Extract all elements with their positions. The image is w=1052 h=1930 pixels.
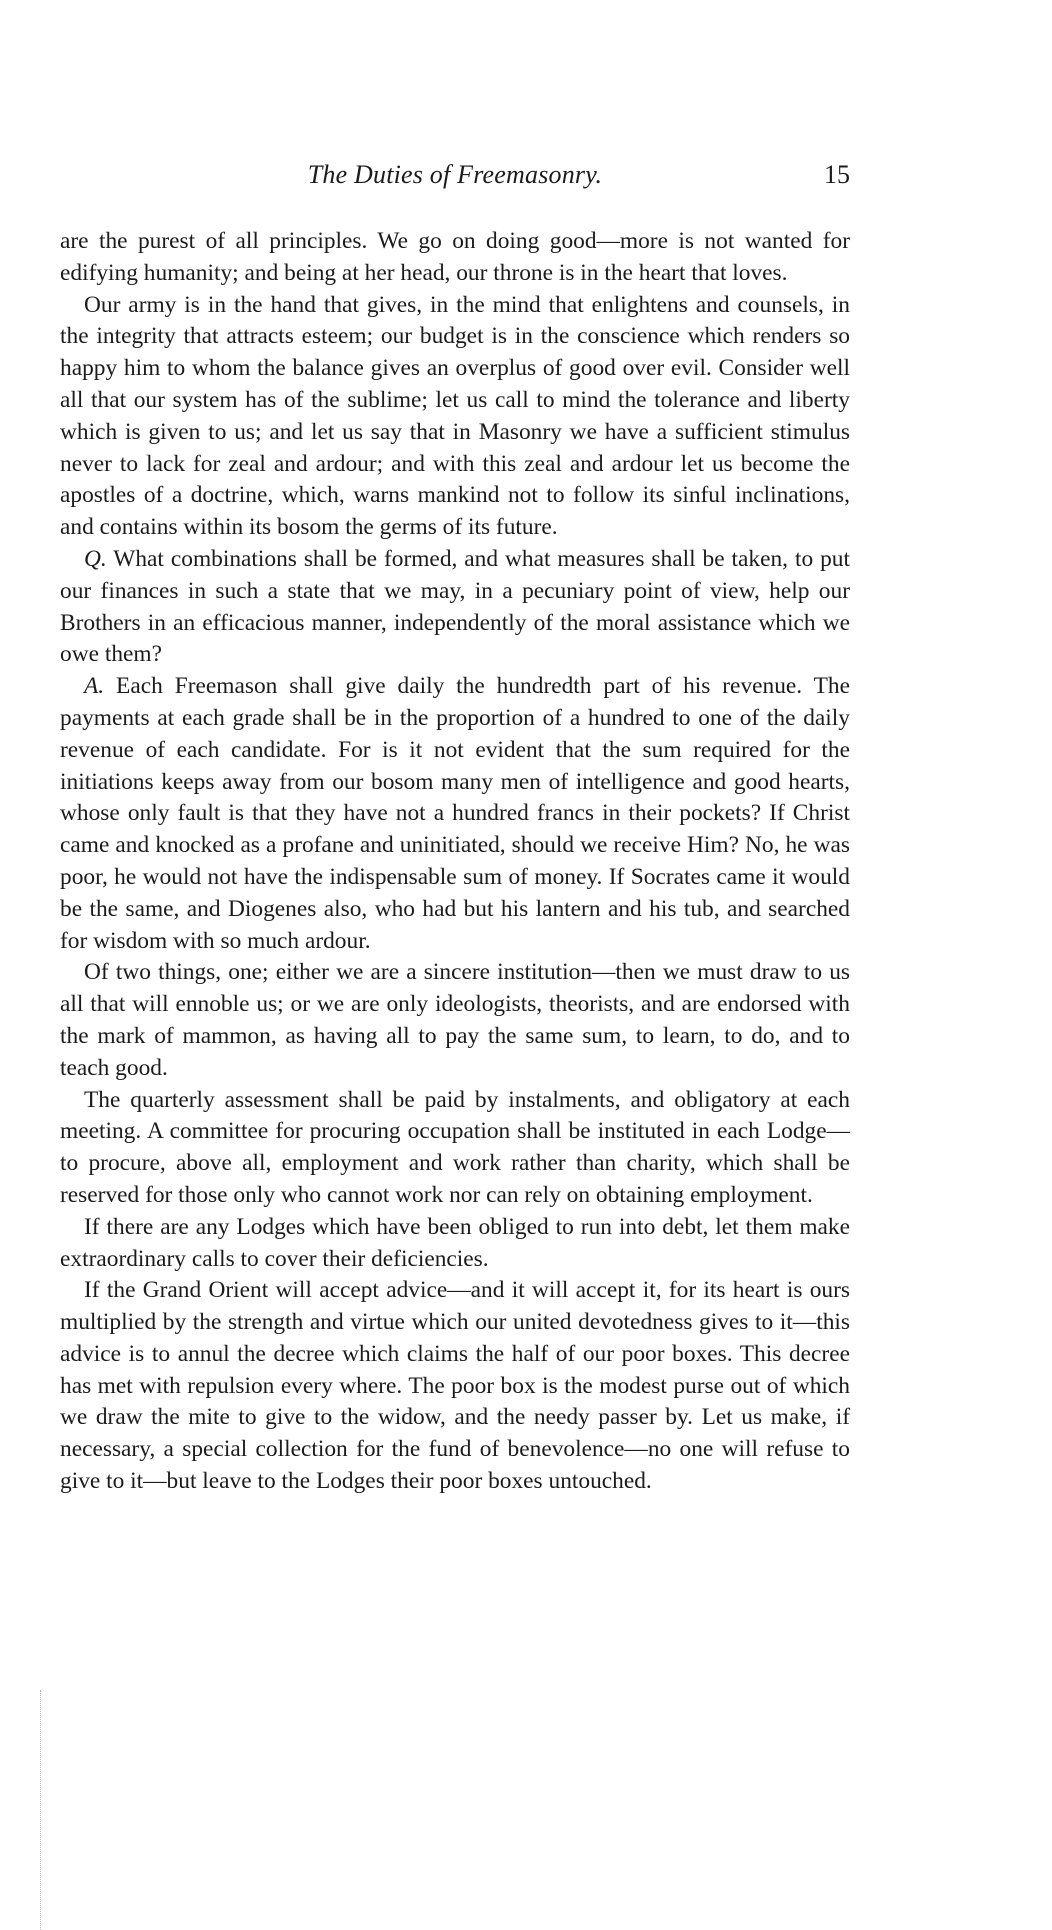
paragraph	[60, 1275, 850, 1498]
paragraph	[60, 226, 850, 290]
paragraph-text: Our army is in the hand that gives, in the mind that enlightens and counsels, in the integrity that attracts esteem; our budget is in the conscience which renders so happy him to whom the balance gives an overplus of good over evil. Consider well all that our system has of the sublime; let us call to mind the tolerance and liberty which is given to us; and let us say that in Masonry we have a sufficient stimulus never to lack for zeal and ardour; and with this zeal and ardour let us become the apostles of a doctrine, which, warns mankind not to follow its sinful inclinations, and contains within its bosom the germs of its future.	[60, 291, 850, 541]
question-label: Q.	[84, 545, 107, 572]
paragraph-text: If there are any Lodges which have been obliged to run into debt, let them make extraordinary calls to cover their deficiencies.	[60, 1213, 850, 1272]
paragraph-text: If the Grand Orient will accept advice—and it will accept it, for its heart is ours multiplied by the strength and virtue which our united devotedness gives to it—this advice is to annul the decree which claims the half of our poor boxes. This decree has met with repulsion every where. The poor box is the modest purse out of which we draw the mite to give to the widow, and the needy passer by. Let us make, if necessary, a special collection for the fund of benevolence—no one will refuse to give to it—but leave to the Lodges their poor boxes untouched.	[60, 1277, 850, 1495]
paragraph	[60, 290, 850, 544]
question-paragraph	[60, 544, 850, 671]
page-number: 15	[824, 160, 850, 189]
paragraph	[60, 1212, 850, 1276]
paragraph-text: are the purest of all principles. We go on doing good—more is not wanted for edifying humanity; and being at her head, our throne is in the heart that loves.	[60, 228, 850, 286]
gutter-dotted-line	[40, 1690, 43, 1930]
paragraph-text: Each Freemason shall give daily the hundredth part of his revenue. The payments at each grade shall be in the proportion of a hundred to one of the daily revenue of each candidate. For is it not evident that the sum required for the initiations keeps away from our bosom many men of intelligence and good hearts, whose only fault is that they have not a hundred francs in their pockets? If Christ came and knocked as a profane and uninitiated, should we receive Him? No, he was poor, he would not have the indispensable sum of money. If Socrates came it would be the same, and Diogenes also, who had but his lantern and his tub, and searched for wisdom with so much ardour.	[60, 673, 850, 954]
answer-label: A.	[84, 673, 105, 700]
paragraph-text: The quarterly assessment shall be paid by instalments, and obligatory at each meeting. A committee for procuring occupation shall be instituted in each Lodge—to procure, above all, employment and work rather than charity, which shall be reserved for those only who cannot work nor can rely on obtaining employment.	[60, 1086, 850, 1208]
running-title: The Duties of Freemasonry.	[307, 160, 603, 189]
paragraph	[60, 1085, 850, 1212]
paragraph	[60, 957, 850, 1084]
paragraph-text: Of two things, one; either we are a sincere institution—then we must draw to us all that will ennoble us; or we are only ideologists, theorists, and are endorsed with the mark of mammon, as having all to pay the same sum, to learn, to do, and to teach good.	[60, 959, 850, 1081]
running-head	[60, 160, 850, 196]
paragraph-text: What combinations shall be formed, and what measures shall be taken, to put our finances in such a state that we may, in a pecuniary point of view, help our Brothers in an efficacious manner, independently of the moral assistance which we owe them?	[60, 545, 850, 668]
body-text	[60, 226, 850, 1498]
answer-paragraph	[60, 671, 850, 957]
